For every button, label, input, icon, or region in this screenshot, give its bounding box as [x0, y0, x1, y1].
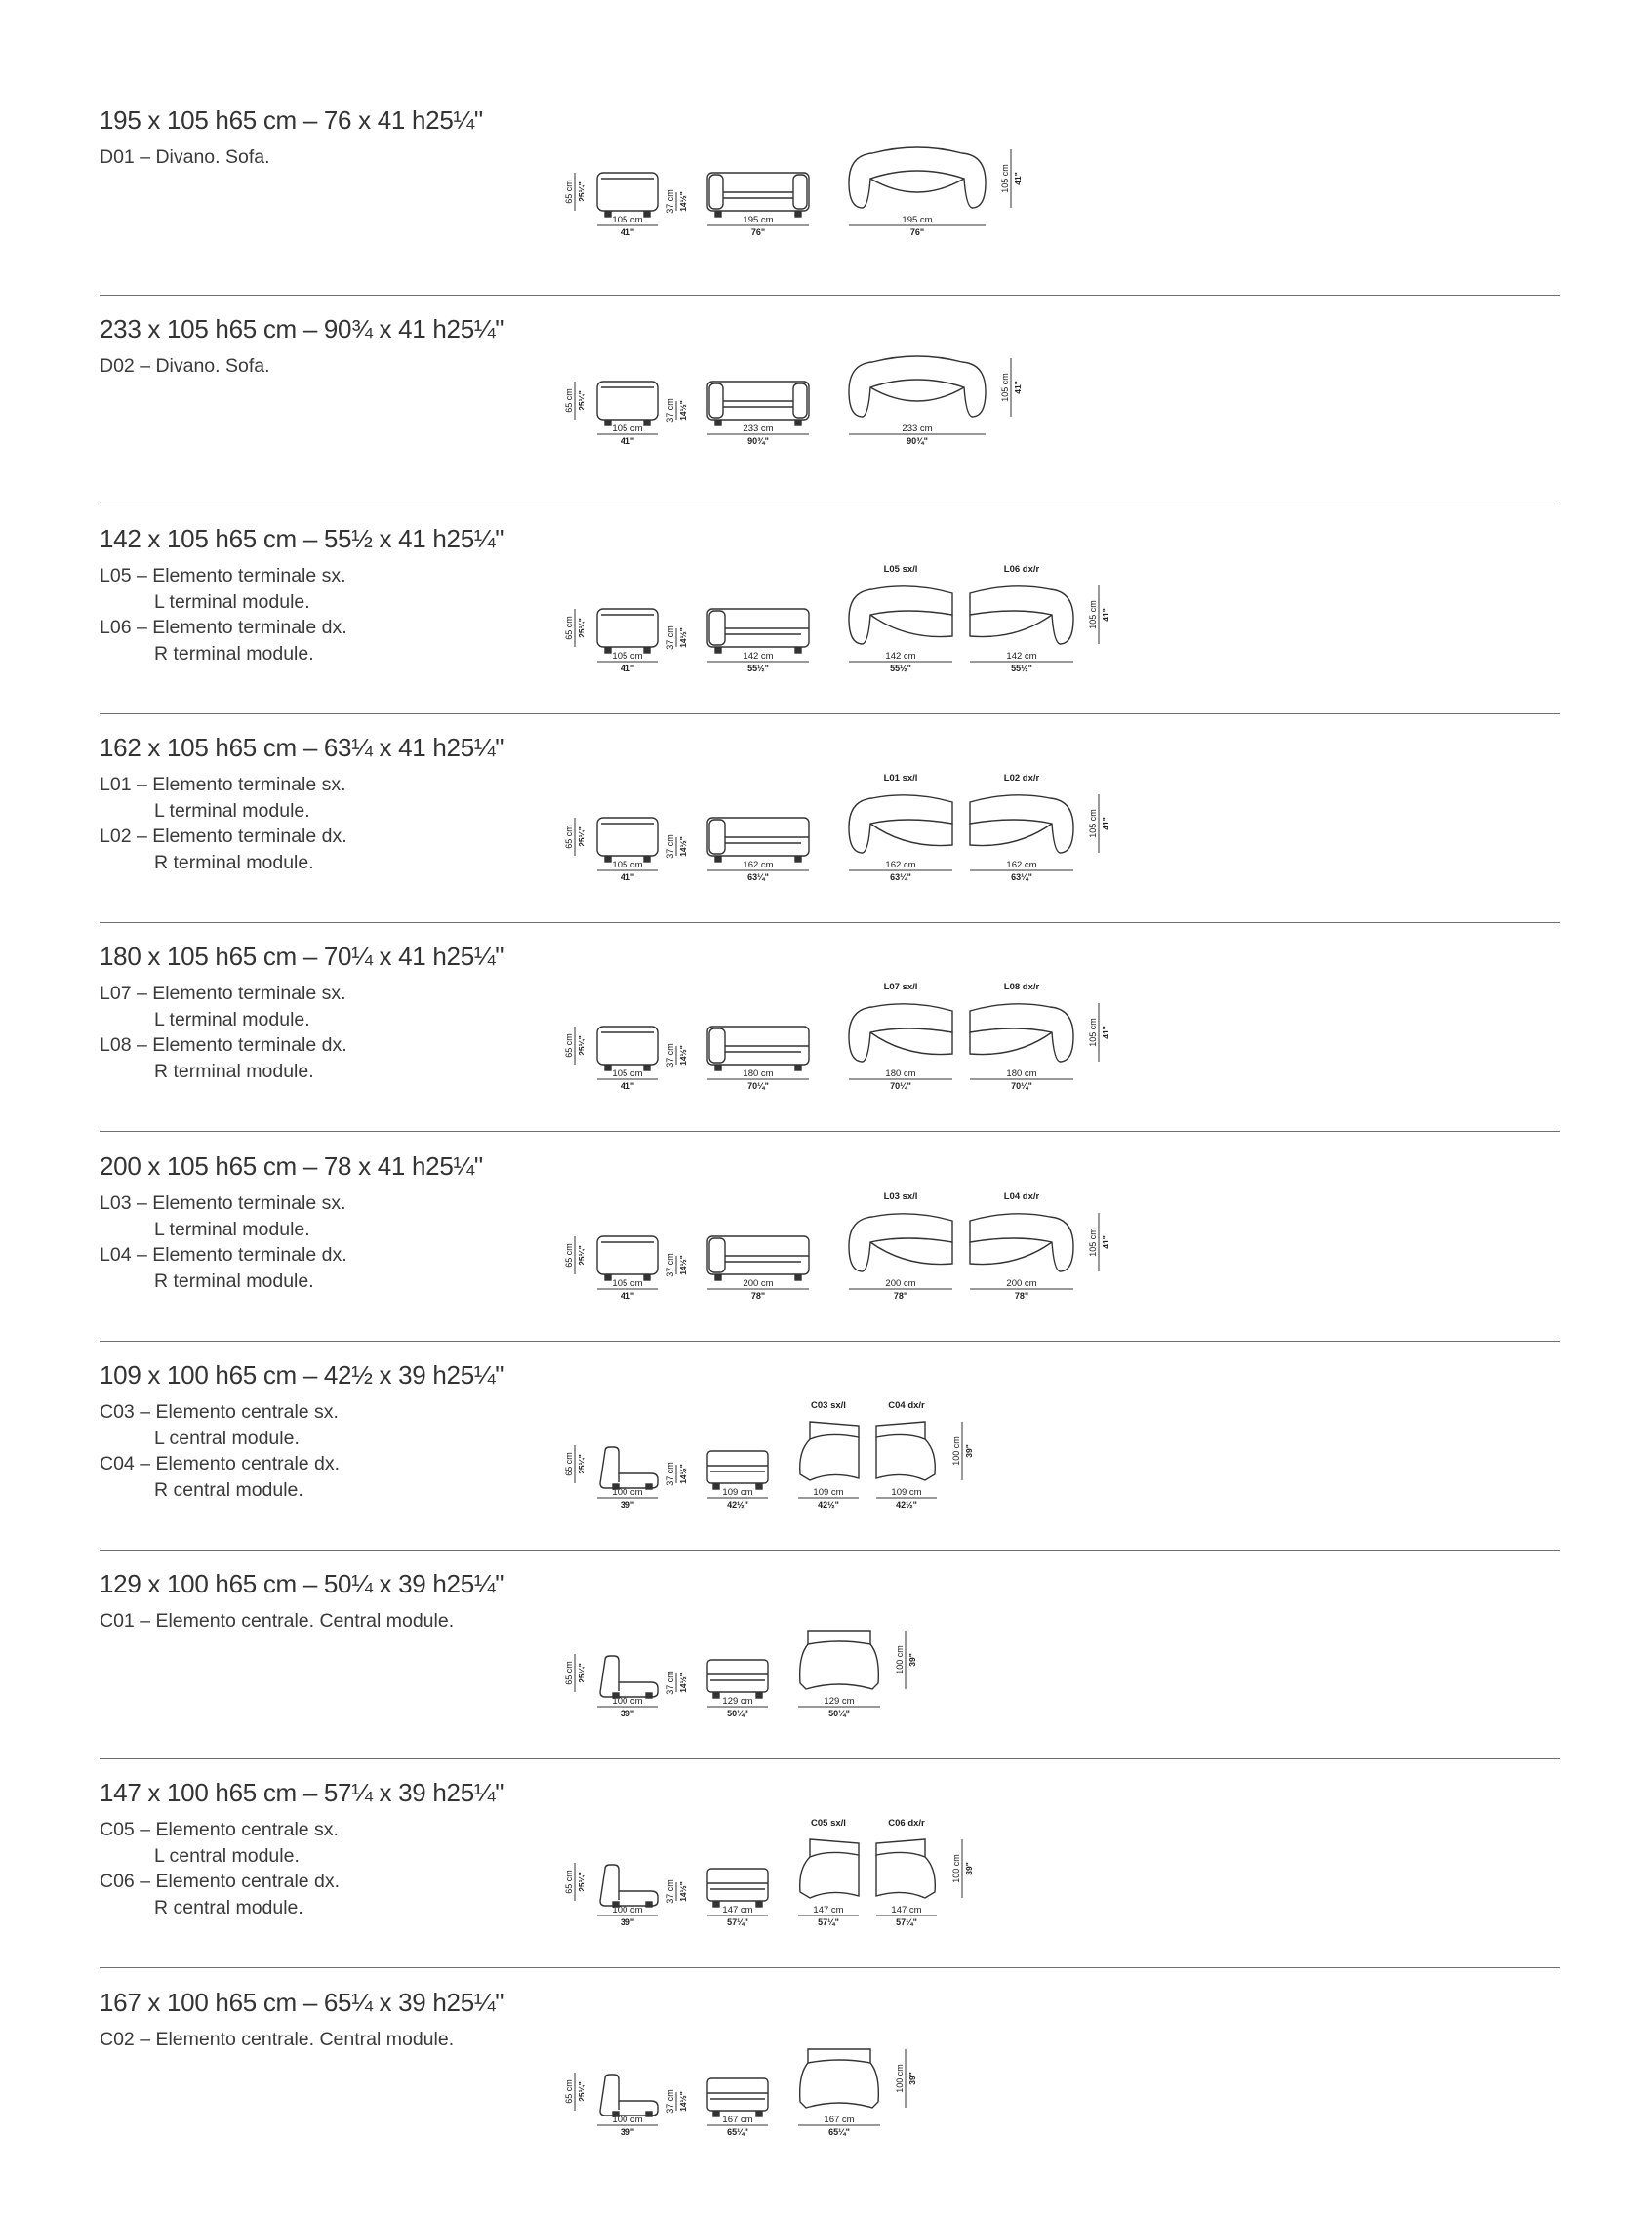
product-section: [0, 524, 1652, 733]
plan-width-dimension-cm: 195 cm: [902, 215, 933, 225]
front-width-dimension-inch: 55½": [747, 664, 769, 673]
plan-view-drawing: [800, 2049, 879, 2108]
section-divider: [100, 1550, 1560, 1551]
plan-depth-dimension-cm: 100 cm: [895, 1645, 905, 1674]
product-section: [0, 1778, 1652, 1987]
side-depth-dimension-cm: 105 cm: [612, 423, 643, 434]
seat-height-dimension-cm: 37 cm: [665, 834, 675, 859]
front-width-dimension-cm: 233 cm: [743, 423, 774, 434]
seat-height-dimension-inch: 14½": [678, 1255, 688, 1275]
description-code-line: L02 – Elemento terminale dx.: [100, 826, 347, 847]
plan-width-dimension-inch: 90¾": [907, 436, 928, 446]
variant-label: L08 dx/r: [1003, 982, 1040, 992]
technical-drawings: [0, 733, 1652, 942]
seat-height-dimension-inch: 14½": [678, 400, 688, 421]
height-dimension-cm: 65 cm: [564, 1870, 574, 1894]
side-view-drawing: [597, 1027, 658, 1070]
description-code-line: L03 – Elemento terminale sx.: [100, 1192, 346, 1214]
plan-width-dimension-cm: 147 cm: [813, 1905, 844, 1915]
seat-height-dimension-inch: 14½": [678, 836, 688, 857]
plan-depth-dimension-inch: 39": [964, 1862, 974, 1875]
plan-depth-dimension-inch: 41": [1101, 1235, 1110, 1249]
plan-depth-dimension-inch: 41": [1013, 172, 1023, 185]
front-width-dimension-cm: 195 cm: [743, 215, 774, 225]
plan-depth-dimension-cm: 100 cm: [951, 1436, 961, 1466]
description-code-line: L05 – Elemento terminale sx.: [100, 565, 346, 586]
technical-drawings: [0, 1151, 1652, 1360]
description-code-line: D01 – Divano. Sofa.: [100, 146, 270, 168]
technical-drawings: [0, 1569, 1652, 1778]
seat-height-dimension-cm: 37 cm: [665, 1253, 675, 1277]
side-depth-dimension-inch: 41": [620, 1081, 635, 1091]
variant-label: L06 dx/r: [1003, 564, 1040, 575]
product-section: [0, 105, 1652, 314]
section-title: 233 x 105 h65 cm – 90¾ x 41 h25¼": [100, 314, 504, 343]
side-depth-dimension-inch: 41": [620, 1291, 635, 1301]
variant-label: C03 sx/l: [811, 1400, 846, 1411]
plan-depth-dimension-inch: 41": [1013, 381, 1023, 394]
section-title: 162 x 105 h65 cm – 63¼ x 41 h25¼": [100, 733, 504, 762]
front-width-dimension-cm: 162 cm: [743, 860, 774, 870]
seat-height-dimension-inch: 14½": [678, 191, 688, 212]
front-width-dimension-cm: 147 cm: [722, 1905, 753, 1915]
height-dimension-inch: 25¼": [577, 390, 586, 411]
front-view-drawing: [707, 2078, 768, 2116]
front-view-drawing: [707, 818, 809, 862]
plan-depth-dimension-cm: 105 cm: [1000, 373, 1010, 402]
description-translation: L central module.: [154, 1844, 300, 1867]
front-view-drawing: [707, 382, 809, 425]
height-dimension-inch: 25¼": [577, 2081, 586, 2102]
front-width-dimension-inch: 90¾": [747, 436, 769, 446]
plan-width-dimension-cm: 129 cm: [824, 1696, 855, 1707]
seat-height-dimension-cm: 37 cm: [665, 1043, 675, 1068]
product-section: [0, 1569, 1652, 1778]
plan-width-dimension-inch: 76": [909, 227, 925, 237]
section-divider: [100, 295, 1560, 296]
front-width-dimension-inch: 78": [750, 1291, 766, 1301]
side-depth-dimension-cm: 105 cm: [612, 215, 643, 225]
plan-width-dimension-inch: 50¼": [828, 1709, 850, 1718]
section-title: 109 x 100 h65 cm – 42½ x 39 h25¼": [100, 1360, 504, 1390]
technical-drawings: [0, 105, 1652, 314]
height-dimension-cm: 65 cm: [564, 388, 574, 413]
side-depth-dimension-cm: 100 cm: [612, 1487, 643, 1498]
variant-label: C06 dx/r: [888, 1818, 925, 1829]
front-width-dimension-inch: 50¼": [727, 1709, 748, 1718]
variant-label: C05 sx/l: [811, 1818, 846, 1829]
front-width-dimension-cm: 167 cm: [722, 2115, 753, 2125]
height-dimension-cm: 65 cm: [564, 616, 574, 640]
plan-width-dimension-cm: 200 cm: [1006, 1278, 1037, 1289]
variant-label: L05 sx/l: [883, 564, 918, 575]
side-view-drawing: [597, 173, 658, 217]
height-dimension-inch: 25¼": [577, 1035, 586, 1056]
description-code-line: L06 – Elemento terminale dx.: [100, 617, 347, 638]
height-dimension-inch: 25¼": [577, 618, 586, 638]
plan-view-drawing: [800, 1422, 859, 1480]
plan-width-dimension-inch: 57¼": [818, 1917, 839, 1927]
variant-label: C04 dx/r: [888, 1400, 925, 1411]
plan-width-dimension-inch: 65¼": [828, 2127, 850, 2137]
seat-height-dimension-inch: 14½": [678, 1045, 688, 1066]
plan-depth-dimension-cm: 105 cm: [1088, 1018, 1098, 1047]
description-code-line: L08 – Elemento terminale dx.: [100, 1034, 347, 1056]
technical-drawings: [0, 942, 1652, 1150]
plan-view-drawing: [800, 1631, 879, 1689]
plan-view-drawing: [970, 795, 1073, 853]
front-width-dimension-cm: 142 cm: [743, 651, 774, 662]
plan-width-dimension-cm: 162 cm: [1006, 860, 1037, 870]
front-width-dimension-inch: 42½": [727, 1500, 748, 1510]
technical-drawings: [0, 1988, 1652, 2197]
side-depth-dimension-inch: 39": [620, 1500, 635, 1510]
section-divider: [100, 1341, 1560, 1342]
plan-width-dimension-cm: 162 cm: [885, 860, 916, 870]
section-title: 200 x 105 h65 cm – 78 x 41 h25¼": [100, 1151, 483, 1181]
side-depth-dimension-cm: 100 cm: [612, 1905, 643, 1915]
plan-depth-dimension-inch: 39": [907, 2072, 917, 2085]
side-view-drawing: [597, 382, 658, 425]
description-code-line: C02 – Elemento centrale. Central module.: [100, 2029, 455, 2050]
side-depth-dimension-inch: 39": [620, 2127, 635, 2137]
plan-view-drawing: [970, 1004, 1073, 1062]
side-view-drawing: [597, 818, 658, 862]
description-translation: R central module.: [154, 1478, 303, 1501]
seat-height-dimension-cm: 37 cm: [665, 2089, 675, 2114]
side-depth-dimension-inch: 41": [620, 227, 635, 237]
seat-height-dimension-inch: 14½": [678, 627, 688, 648]
side-depth-dimension-inch: 39": [620, 1709, 635, 1718]
plan-width-dimension-inch: 42½": [818, 1500, 839, 1510]
seat-height-dimension-cm: 37 cm: [665, 625, 675, 650]
front-width-dimension-inch: 76": [750, 227, 766, 237]
product-section: [0, 1360, 1652, 1569]
front-view-drawing: [707, 1451, 768, 1489]
plan-width-dimension-inch: 70¼": [1011, 1081, 1032, 1091]
plan-depth-dimension-inch: 41": [1101, 608, 1110, 622]
height-dimension-inch: 25¼": [577, 1454, 586, 1474]
front-view-drawing: [707, 173, 809, 217]
front-width-dimension-inch: 65¼": [727, 2127, 748, 2137]
side-view-drawing: [597, 1236, 658, 1280]
height-dimension-inch: 25¼": [577, 826, 586, 847]
front-width-dimension-inch: 70¼": [747, 1081, 769, 1091]
side-view-drawing: [597, 609, 658, 653]
seat-height-dimension-inch: 14½": [678, 1881, 688, 1902]
plan-width-dimension-cm: 109 cm: [813, 1487, 844, 1498]
description-translation: L terminal module.: [154, 1008, 310, 1030]
variant-label: L04 dx/r: [1003, 1191, 1040, 1202]
description-translation: R terminal module.: [154, 1060, 314, 1082]
plan-width-dimension-inch: 55½": [890, 664, 911, 673]
description-translation: R terminal module.: [154, 642, 314, 665]
side-view-drawing: [600, 1656, 658, 1698]
technical-drawings: [0, 524, 1652, 733]
description-code-line: C05 – Elemento centrale sx.: [100, 1819, 339, 1840]
seat-height-dimension-cm: 37 cm: [665, 1879, 675, 1904]
plan-view-drawing: [970, 1214, 1073, 1271]
plan-depth-dimension-inch: 41": [1101, 1026, 1110, 1039]
plan-view-drawing: [849, 1214, 952, 1271]
technical-drawings: [0, 1360, 1652, 1569]
description-translation: R terminal module.: [154, 1270, 314, 1292]
plan-view-drawing: [876, 1839, 935, 1898]
description-code-line: C01 – Elemento centrale. Central module.: [100, 1610, 455, 1632]
side-depth-dimension-inch: 41": [620, 436, 635, 446]
plan-width-dimension-inch: 70¼": [890, 1081, 911, 1091]
plan-width-dimension-inch: 63¼": [1011, 872, 1032, 882]
plan-width-dimension-cm: 233 cm: [902, 423, 933, 434]
seat-height-dimension-inch: 14½": [678, 2091, 688, 2112]
height-dimension-cm: 65 cm: [564, 2079, 574, 2104]
height-dimension-cm: 65 cm: [564, 1661, 574, 1685]
plan-depth-dimension-inch: 41": [1101, 817, 1110, 830]
plan-width-dimension-cm: 142 cm: [885, 651, 916, 662]
plan-width-dimension-cm: 180 cm: [885, 1068, 916, 1079]
section-title: 129 x 100 h65 cm – 50¼ x 39 h25¼": [100, 1569, 504, 1598]
seat-height-dimension-cm: 37 cm: [665, 189, 675, 214]
plan-view-drawing: [849, 795, 952, 853]
technical-drawings: [0, 1778, 1652, 1987]
front-width-dimension-cm: 109 cm: [722, 1487, 753, 1498]
section-title: 195 x 105 h65 cm – 76 x 41 h25¼": [100, 105, 483, 135]
description-translation: L terminal module.: [154, 799, 310, 822]
plan-width-dimension-cm: 109 cm: [891, 1487, 922, 1498]
seat-height-dimension-inch: 14½": [678, 1673, 688, 1693]
seat-height-dimension-cm: 37 cm: [665, 398, 675, 423]
description-code-line: L04 – Elemento terminale dx.: [100, 1244, 347, 1266]
section-title: 147 x 100 h65 cm – 57¼ x 39 h25¼": [100, 1778, 504, 1807]
technical-drawings: [0, 314, 1652, 523]
plan-view-drawing: [800, 1839, 859, 1898]
front-width-dimension-cm: 200 cm: [743, 1278, 774, 1289]
front-view-drawing: [707, 1869, 768, 1907]
plan-depth-dimension-cm: 105 cm: [1000, 164, 1010, 193]
side-depth-dimension-cm: 105 cm: [612, 651, 643, 662]
description-code-line: L07 – Elemento terminale sx.: [100, 983, 346, 1004]
description-code-line: C03 – Elemento centrale sx.: [100, 1401, 339, 1423]
side-depth-dimension-cm: 105 cm: [612, 1278, 643, 1289]
section-divider: [100, 1967, 1560, 1968]
height-dimension-inch: 25¼": [577, 1245, 586, 1266]
front-view-drawing: [707, 1236, 809, 1280]
product-section: [0, 1988, 1652, 2197]
height-dimension-cm: 65 cm: [564, 1243, 574, 1268]
front-width-dimension-cm: 129 cm: [722, 1696, 753, 1707]
variant-label: L02 dx/r: [1003, 773, 1040, 784]
side-depth-dimension-cm: 105 cm: [612, 1068, 643, 1079]
description-translation: L central module.: [154, 1427, 300, 1449]
side-view-drawing: [600, 1447, 658, 1489]
variant-label: L07 sx/l: [883, 982, 918, 992]
description-code-line: C06 – Elemento centrale dx.: [100, 1871, 341, 1892]
plan-view-drawing: [970, 586, 1073, 644]
plan-width-dimension-inch: 78": [1014, 1291, 1029, 1301]
plan-width-dimension-inch: 42½": [896, 1500, 917, 1510]
side-view-drawing: [600, 1865, 658, 1907]
height-dimension-cm: 65 cm: [564, 1033, 574, 1058]
section-divider: [100, 1758, 1560, 1759]
plan-depth-dimension-inch: 39": [907, 1653, 917, 1667]
plan-width-dimension-cm: 200 cm: [885, 1278, 916, 1289]
description-translation: L terminal module.: [154, 590, 310, 613]
product-section: [0, 733, 1652, 942]
section-divider: [100, 1131, 1560, 1132]
side-depth-dimension-inch: 39": [620, 1917, 635, 1927]
front-view-drawing: [707, 609, 809, 653]
front-width-dimension-cm: 180 cm: [743, 1068, 774, 1079]
description-code-line: D02 – Divano. Sofa.: [100, 355, 270, 377]
plan-view-drawing: [849, 586, 952, 644]
plan-width-dimension-inch: 63¼": [890, 872, 911, 882]
front-view-drawing: [707, 1660, 768, 1698]
product-section: [0, 314, 1652, 523]
plan-depth-dimension-cm: 100 cm: [951, 1854, 961, 1883]
plan-width-dimension-inch: 57¼": [896, 1917, 917, 1927]
seat-height-dimension-inch: 14½": [678, 1464, 688, 1484]
front-view-drawing: [707, 1027, 809, 1070]
plan-width-dimension-inch: 78": [893, 1291, 908, 1301]
description-translation: R terminal module.: [154, 851, 314, 873]
description-code-line: C04 – Elemento centrale dx.: [100, 1453, 341, 1474]
section-title: 142 x 105 h65 cm – 55½ x 41 h25¼": [100, 524, 504, 553]
plan-width-dimension-cm: 180 cm: [1006, 1068, 1037, 1079]
plan-width-dimension-cm: 142 cm: [1006, 651, 1037, 662]
plan-depth-dimension-cm: 105 cm: [1088, 1228, 1098, 1257]
front-width-dimension-inch: 57¼": [727, 1917, 748, 1927]
description-translation: L terminal module.: [154, 1218, 310, 1240]
height-dimension-inch: 25¼": [577, 1663, 586, 1683]
section-title: 180 x 105 h65 cm – 70¼ x 41 h25¼": [100, 942, 504, 971]
front-width-dimension-inch: 63¼": [747, 872, 769, 882]
height-dimension-inch: 25¼": [577, 1872, 586, 1892]
side-depth-dimension-cm: 100 cm: [612, 2115, 643, 2125]
height-dimension-cm: 65 cm: [564, 180, 574, 204]
height-dimension-cm: 65 cm: [564, 825, 574, 849]
plan-width-dimension-cm: 167 cm: [824, 2115, 855, 2125]
plan-view-drawing: [849, 1004, 952, 1062]
side-depth-dimension-cm: 105 cm: [612, 860, 643, 870]
seat-height-dimension-cm: 37 cm: [665, 1462, 675, 1486]
side-depth-dimension-inch: 41": [620, 872, 635, 882]
description-translation: R central module.: [154, 1896, 303, 1918]
height-dimension-inch: 25¼": [577, 181, 586, 202]
side-depth-dimension-cm: 100 cm: [612, 1696, 643, 1707]
section-divider: [100, 922, 1560, 923]
plan-depth-dimension-cm: 100 cm: [895, 2064, 905, 2093]
product-section: [0, 942, 1652, 1150]
plan-width-dimension-cm: 147 cm: [891, 1905, 922, 1915]
plan-view-drawing: [849, 147, 986, 208]
product-section: [0, 1151, 1652, 1360]
plan-view-drawing: [849, 356, 986, 417]
plan-width-dimension-inch: 55½": [1011, 664, 1032, 673]
section-divider: [100, 713, 1560, 714]
plan-depth-dimension-inch: 39": [964, 1444, 974, 1458]
side-view-drawing: [600, 2075, 658, 2116]
variant-label: L03 sx/l: [883, 1191, 918, 1202]
seat-height-dimension-cm: 37 cm: [665, 1671, 675, 1695]
plan-view-drawing: [876, 1422, 935, 1480]
plan-depth-dimension-cm: 105 cm: [1088, 600, 1098, 629]
section-title: 167 x 100 h65 cm – 65¼ x 39 h25¼": [100, 1988, 504, 2017]
side-depth-dimension-inch: 41": [620, 664, 635, 673]
height-dimension-cm: 65 cm: [564, 1452, 574, 1476]
variant-label: L01 sx/l: [883, 773, 918, 784]
plan-depth-dimension-cm: 105 cm: [1088, 809, 1098, 838]
description-code-line: L01 – Elemento terminale sx.: [100, 774, 346, 795]
